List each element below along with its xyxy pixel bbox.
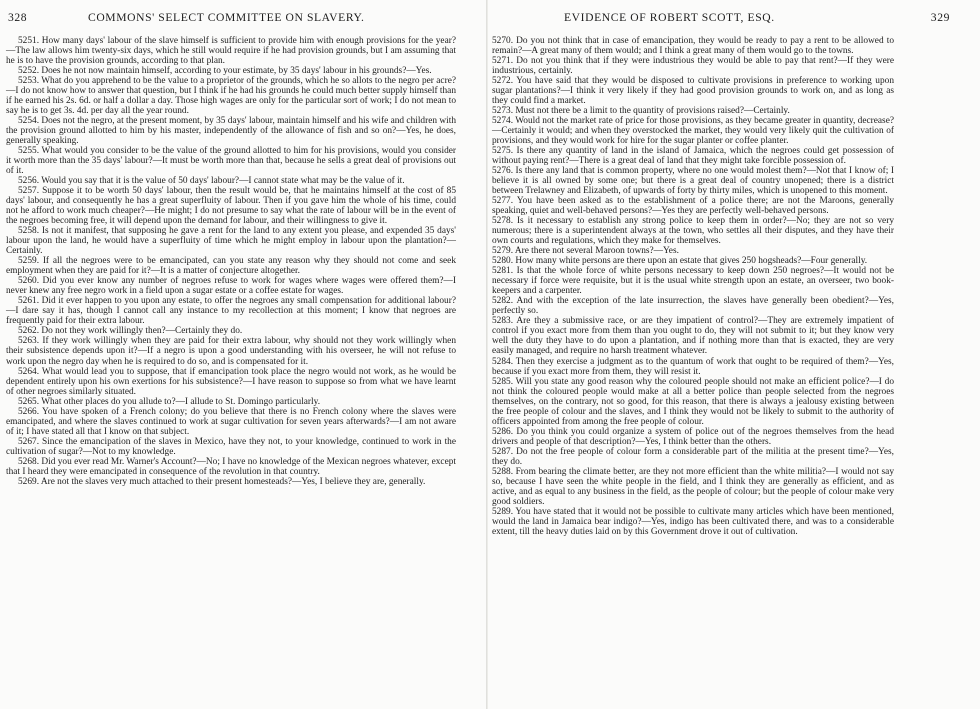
paragraph: 5257. Suppose it to be worth 50 days' labour, then the result would be, that he maintains himself at the cost of 85 days' labour, and consequently he has a great superfluity of labour. Then if you gave him the whole of his time, could not he afford to work much cheaper?—He might; I do not presume to say what the rate of labour will be in the event of the negroes becoming free, it will depend upon the demand for labour, and their willingness to give it. <box>6 186 456 227</box>
paragraph: 5276. Is there any land that is common property, where no one would molest them?—Not that I know of; I believe it is all owned by some one; but there is a great deal of country unopened; there is a district between Trelawney and Elizabeth, of upwards of forty by thirty miles, which is unopened to this moment. <box>492 166 894 197</box>
paragraph: 5261. Did it ever happen to you upon any estate, to offer the negroes any small compensation for additional labour?—I dare say it has, though I cannot call any instance to my recollection at this moment; I know that negroes are frequently paid for their extra labour. <box>6 296 456 327</box>
paragraph: 5258. Is not it manifest, that supposing he gave a rent for the land to any extent you please, and expended 35 days' labour upon the land, he would have a superfluity of time which he might employ in labour upon the plantation?—Certainly. <box>6 226 456 257</box>
paragraph: 5260. Did you ever know any number of negroes refuse to work for wages where wages were offered them?—I never knew any free negro work in a field upon a sugar estate or a coffee estate for wages. <box>6 276 456 297</box>
paragraph: 5266. You have spoken of a French colony; do you believe that there is no French colony where the slaves were emancipated, and where the slaves continued to work at sugar cultivation for seven years afterwards?—I am not aware of it; I have stated all that I know on that subject. <box>6 406 456 437</box>
paragraph: 5270. Do you not think that in case of emancipation, they would be ready to pay a rent to be allowed to remain?—A great many of them would; and I think a great many of them would go to the towns. <box>492 36 894 57</box>
paragraph: 5267. Since the emancipation of the slaves in Mexico, have they not, to your knowledge, continued to work in the cultivation of sugar?—Not to my knowledge. <box>6 436 456 457</box>
paragraph: 5263. If they work willingly when they are paid for their extra labour, why should not they work willingly when their subsistence depends upon it?—If a negro is upon a good understanding with his overseer, he will not refuse to work upon the negro day when he is required to do so, and is compensated for it. <box>6 336 456 367</box>
paragraph: 5253. What do you apprehend to be the value to a proprietor of the grounds, which he so allots to the negro per acre?—I do not know how to answer that question, but I think if he had his grounds he could much better supply himself than if he earned his 2s. 6d. or half a dollar a day. Those high wages are only for the particular sort of work; I do not mean to say he is to get 3s. 4d. per day all the year round. <box>6 76 456 117</box>
paragraph: 5279. Are there not several Maroon towns?—Yes. <box>492 246 679 257</box>
paragraph: 5252. Does he not now maintain himself, according to your estimate, by 35 days' labour in his grounds?—Yes. <box>18 66 432 77</box>
paragraph: 5287. Do not the free people of colour form a considerable part of the militia at the present time?—Yes, they do. <box>492 446 894 467</box>
left-page-text <box>6 36 456 487</box>
left-page-header <box>0 11 488 27</box>
paragraph: 5277. You have been asked as to the establishment of a police there; are not the Maroons, generally speaking, quiet and well-behaved persons?—Yes they are perfectly well-behaved persons. <box>492 196 894 217</box>
paragraph: 5284. Then they exercise a judgment as to the quantum of work that ought to be required of them?—Yes, because if you exact more from them, they will resist it. <box>492 356 894 377</box>
paragraph: 5282. And with the exception of the late insurrection, the slaves have generally been obedient?—Yes, perfectly so. <box>492 296 894 317</box>
paragraph: 5288. From bearing the climate better, are they not more efficient than the white militia?—I would not say so, because I have seen the white people in the field, and I think they are generally as efficient, and as active, and as equal to any business in the field, as the people of colour; but the people of colour make very good soldiers. <box>492 466 894 507</box>
paragraph: 5286. Do you think you could organize a system of police out of the negroes themselves from the head drivers and people of that description?—Yes, I think better than the others. <box>492 426 894 447</box>
right-running-head: EVIDENCE OF ROBERT SCOTT, ESQ. <box>564 11 775 24</box>
paragraph: 5256. Would you say that it is the value of 50 days' labour?—I cannot state what may be the value of it. <box>18 176 405 187</box>
paragraph: 5251. How many days' labour of the slave himself is sufficient to provide him with enough provisions for the year?—The law allows him twenty-six days, which he still would require if he had provision grounds, but I am assuming that he is to have the provision grounds, according to that plan. <box>6 36 456 67</box>
paragraph: 5254. Does not the negro, at the present moment, by 35 days' labour, maintain himself and his wife and children with the provision ground allotted to him by his master, independently of the allowance of fish and so on?—Yes, he does, generally speaking. <box>6 116 456 147</box>
paragraph: 5265. What other places do you allude to?—I allude to St. Domingo particularly. <box>18 396 321 407</box>
paragraph: 5285. Will you state any good reason why the coloured people should not make an efficient police?—I do not think the coloured people would make at all a better police than people selected from the negroes themselves, on the contrary, not so good, for this reason, that there is always a jealousy existing between the free people of colour and the slaves, and I think they would not be likely to submit to the authority of officers appointed from among the free people of colour. <box>492 376 894 427</box>
paragraph: 5281. Is that the whole force of white persons necessary to keep down 250 negroes?—It would not be necessary if force were requisite, but it is the usual white strength upon an estate, an overseer, two book-keepers and a carpenter. <box>492 266 894 297</box>
paragraph: 5289. You have stated that it would not be possible to cultivate many articles which have been mentioned, would the land in Jamaica bear indigo?—Yes, indigo has been cultivated there, and was to a considerable extent, till the heavy duties laid on by this Government drove it out of cultivation. <box>492 506 894 537</box>
right-page-text <box>492 36 894 537</box>
paragraph: 5274. Would not the market rate of price for those provisions, as they became greater in quantity, decrease?—Certainly it would; and when they overstocked the market, they would very likely quit the cultivation of provisions, and they would work for hire for the sugar planter or coffee planter. <box>492 116 894 147</box>
right-page-number: 329 <box>930 11 950 24</box>
left-page <box>0 0 488 709</box>
paragraph: 5283. Are they a submissive race, or are they impatient of control?—They are extremely impatient of control if you exact more from them than you ought to do, they will not submit to it; but they know very well the duty they have to do upon a plantation, and if nothing more than that is exacted, they are very easily managed, and require no harsh treatment whatever. <box>492 316 894 357</box>
paragraph: 5264. What would lead you to suppose, that if emancipation took place the negro would not work, as he would be dependent entirely upon his own exertions for his subsistence?—I have reason to suppose so from what we have learnt of other negroes similarly situated. <box>6 366 456 397</box>
paragraph: 5280. How many white persons are there upon an estate that gives 250 hogsheads?—Four generally. <box>492 256 868 267</box>
paragraph: 5272. You have said that they would be disposed to cultivate provisions in preference to working upon sugar plantations?—I think it very likely if they had good provision grounds to work on, and as long as they could find a market. <box>492 76 894 107</box>
paragraph: 5268. Did you ever read Mr. Warner's Account?—No; I have no knowledge of the Mexican negroes whatever, except that I heard they were emancipated in consequence of the revolution in that country. <box>6 456 456 477</box>
paragraph: 5259. If all the negroes were to be emancipated, can you state any reason why they should not come and seek employment when they are paid for it?—It is a matter of conjecture altogether. <box>6 256 456 277</box>
left-running-head: COMMONS' SELECT COMMITTEE ON SLAVERY. <box>88 11 365 24</box>
right-page-header <box>488 11 980 27</box>
paragraph: 5273. Must not there be a limit to the quantity of provisions raised?—Certainly. <box>492 106 790 117</box>
left-page-number: 328 <box>8 11 28 24</box>
paragraph: 5271. Do not you think that if they were industrious they would be able to pay that rent?—If they were industrious, certainly. <box>492 56 894 77</box>
paragraph: 5255. What would you consider to be the value of the ground allotted to him for his provisions, would you consider it worth more than the 35 days' labour?—It must be worth more than that, because he sells a great deal of provisions out of it. <box>6 146 456 177</box>
right-page <box>488 0 980 709</box>
paragraph: 5275. Is there any quantity of land in the island of Jamaica, which the negroes could get possession of without paying rent?—There is a great deal of land that they might take forcible possession of. <box>492 146 894 167</box>
paragraph: 5262. Do not they work willingly then?—Certainly they do. <box>18 326 243 337</box>
paragraph: 5278. Is it necessary to establish any strong police to keep them in order?—No; they are not so very numerous; there is a superintendent always at the town, who settles all their disputes, and they have their own courts and regulations, which they make for themselves. <box>492 216 894 247</box>
paragraph: 5269. Are not the slaves very much attached to their present homesteads?—Yes, I believe they are, generally. <box>18 476 426 487</box>
